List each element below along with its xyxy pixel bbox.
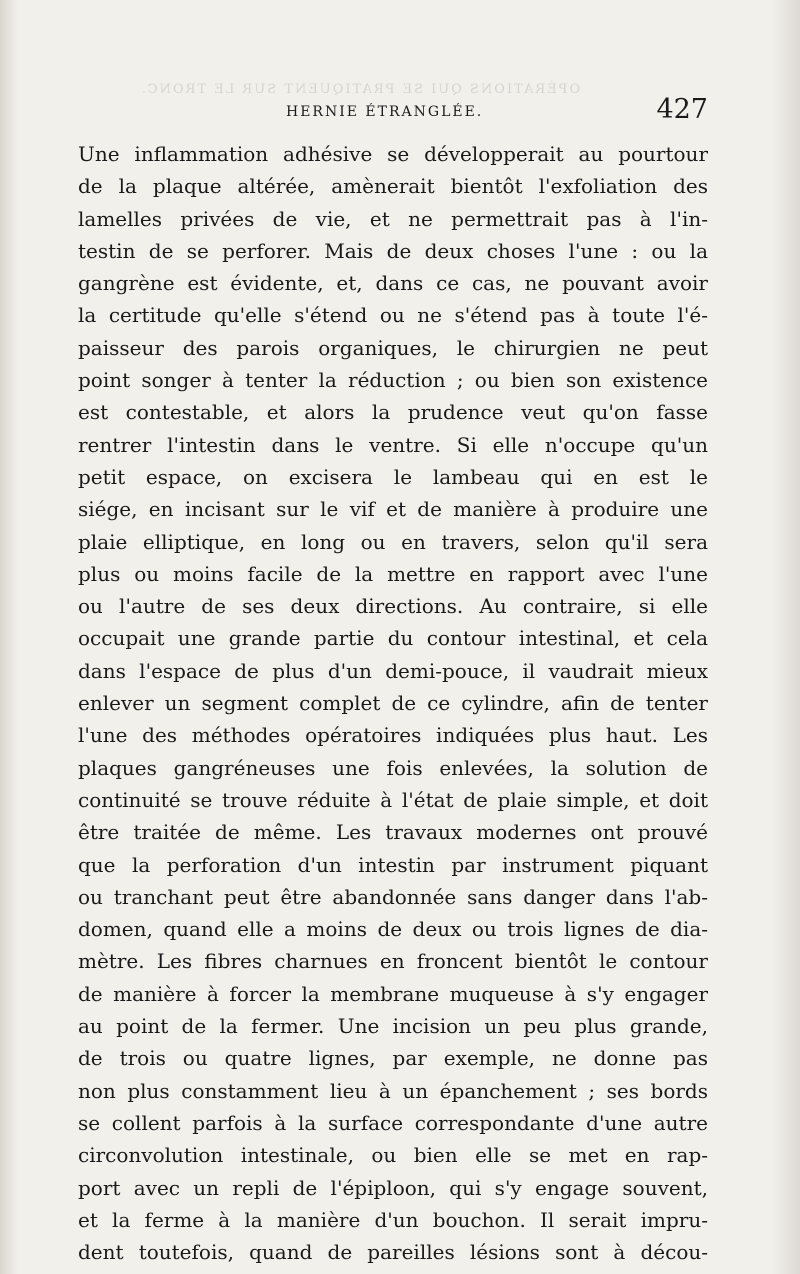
text-line: continuité se trouve réduite à l'état de plaie simple, et doit (78, 787, 708, 812)
text-line: ou l'autre de ses deux directions. Au contraire, si elle (78, 594, 708, 619)
text-line: rentrer l'intestin dans le ventre. Si elle n'occupe qu'un (78, 432, 708, 457)
text-line: de trois ou quatre lignes, par exemple, ne donne pas (78, 1046, 708, 1071)
text-line: Une inflammation adhésive se développerait au pourtour (78, 142, 708, 166)
text-line: mètre. Les fibres charnues en froncent bientôt le contour (78, 949, 708, 974)
text-line: gangrène est évidente, et, dans ce cas, ne pouvant avoir (78, 271, 708, 296)
text-line: se collent parfois à la surface correspondante d'une autre (78, 1110, 708, 1135)
text-line: de manière à forcer la membrane muqueuse à s'y engager (78, 981, 708, 1006)
show-through-text: OPÉRATIONS QUI SE PRATIQUENT SUR LE TRONC. (140, 82, 581, 97)
running-title: HERNIE ÉTRANGLÉE. (286, 104, 484, 120)
running-head (78, 94, 708, 130)
text-line: de la plaque altérée, amènerait bientôt l'exfoliation des (78, 174, 708, 199)
text-line: la certitude qu'elle s'étend ou ne s'étend pas à toute l'é- (78, 303, 708, 328)
text-line: paisseur des parois organiques, le chirurgien ne peut (78, 335, 708, 360)
text-line: circonvolution intestinale, ou bien elle se met en rap- (78, 1143, 708, 1168)
text-line: ou tranchant peut être abandonnée sans danger dans l'ab- (78, 884, 708, 909)
text-line: et la ferme à la manière d'un bouchon. Il serait impru- (78, 1207, 708, 1232)
text-line: dent toutefois, quand de pareilles lésions sont à décou- (78, 1240, 708, 1265)
text-line: enlever un segment complet de ce cylindre, afin de tenter (78, 691, 708, 716)
text-line: lamelles privées de vie, et ne permettrait pas à l'in- (78, 206, 708, 231)
text-line: dans l'espace de plus d'un demi-pouce, il vaudrait mieux (78, 658, 708, 683)
text-line: l'une des méthodes opératoires indiquées plus haut. Les (78, 723, 708, 748)
text-line: port avec un repli de l'épiploon, qui s'y engage souvent, (78, 1175, 708, 1200)
text-line: être traitée de même. Les travaux modernes ont prouvé (78, 820, 708, 845)
text-line: est contestable, et alors la prudence veut qu'on fasse (78, 400, 708, 425)
text-line: plaques gangréneuses une fois enlevées, la solution de (78, 755, 708, 780)
text-line: petit espace, on excisera le lambeau qui en est le (78, 464, 708, 489)
text-line: testin de se perforer. Mais de deux choses l'une : ou la (78, 238, 708, 263)
text-line: plaie elliptique, en long ou en travers, selon qu'il sera (78, 529, 708, 554)
text-line: au point de la fermer. Une incision un peu plus grande, (78, 1014, 708, 1039)
text-line: domen, quand elle a moins de deux ou trois lignes de dia- (78, 917, 708, 942)
text-line: siége, en incisant sur le vif et de manière à produire une (78, 497, 708, 522)
text-line: plus ou moins facile de la mettre en rapport avec l'une (78, 561, 708, 586)
text-line: non plus constamment lieu à un épanchement ; ses bords (78, 1078, 708, 1103)
text-line: que la perforation d'un intestin par instrument piquant (78, 852, 708, 877)
text-line: point songer à tenter la réduction ; ou bien son existence (78, 368, 708, 393)
body-text (78, 138, 708, 1268)
page-number: 427 (656, 94, 708, 125)
text-line: occupait une grande partie du contour intestinal, et cela (78, 626, 708, 651)
